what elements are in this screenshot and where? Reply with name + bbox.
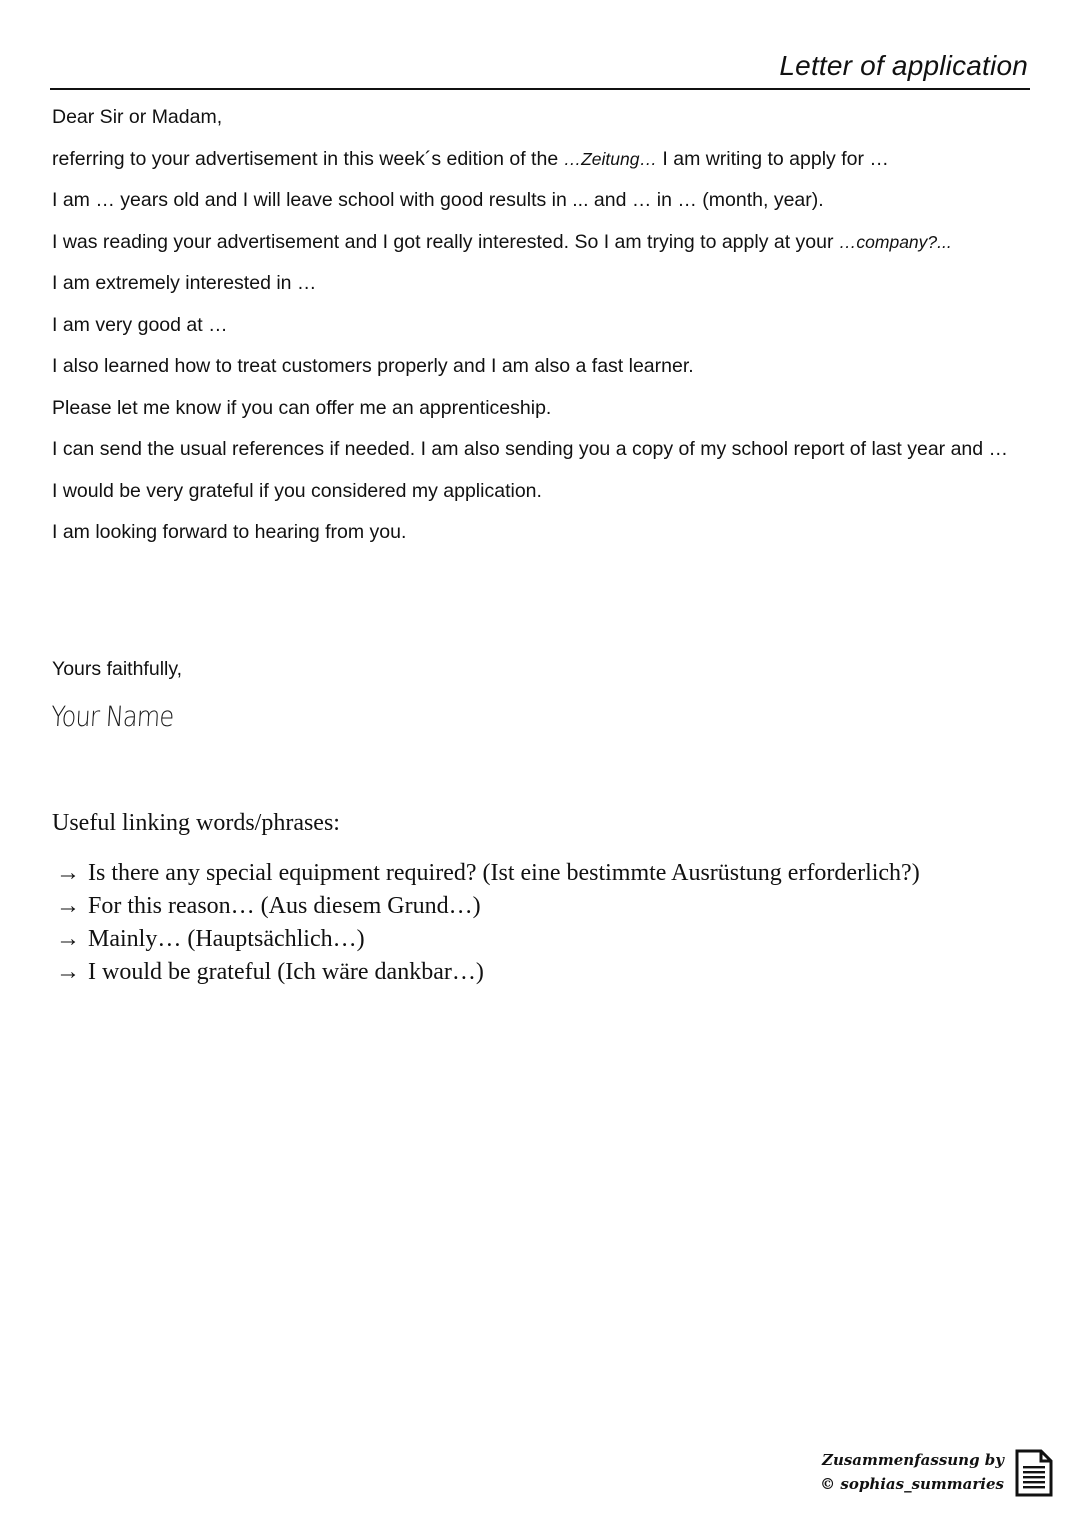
arrow-right-icon: →	[56, 959, 80, 985]
salutation: Dear Sir or Madam,	[52, 106, 223, 128]
signature: Your Name	[50, 700, 175, 733]
letter-paragraph-apprenticeship: Please let me know if you can offer me an apprenticeship.	[52, 396, 552, 419]
letter-paragraph-forward: I am looking forward to hearing from you.	[52, 521, 407, 543]
paragraph-text: referring to your advertisement in this week´s edition of the	[52, 147, 564, 170]
letter-paragraph-reference	[52, 146, 1012, 172]
letter-paragraph-good-at: I am very good at …	[52, 313, 228, 336]
newspaper-placeholder: …Zeitung…	[563, 148, 657, 169]
phrase-item	[56, 923, 920, 956]
footer-credit-handle: © sophias_summaries	[820, 1475, 1004, 1493]
phrase-text: Mainly… (Hauptsächlich…)	[88, 926, 365, 952]
phrase-text: Is there any special equipment required? (Ist eine bestimmte Ausrüstung erforderlich?)	[88, 860, 920, 886]
paragraph-text: I was reading your advertisement and I got really interested. So I am trying to apply at your	[52, 230, 839, 253]
letter-paragraph-grateful: I would be very grateful if you considered my application.	[52, 479, 542, 502]
arrow-right-icon: →	[56, 926, 80, 952]
arrow-right-icon: →	[56, 893, 80, 919]
useful-phrases-list	[56, 857, 920, 989]
company-placeholder: …company?...	[838, 231, 952, 252]
arrow-right-icon: →	[56, 860, 80, 886]
title-divider	[50, 88, 1030, 90]
letter-paragraph-references: I can send the usual references if needed. I am also sending you a copy of my school report of last year and …	[52, 438, 1009, 460]
footer-credit	[820, 1448, 1004, 1496]
paragraph-text: I am writing to apply for …	[656, 147, 889, 170]
phrase-text: I would be grateful (Ich wäre dankbar…)	[88, 959, 484, 985]
letter-paragraph-interest	[52, 229, 1012, 255]
phrase-text: For this reason… (Aus diesem Grund…)	[88, 893, 481, 919]
footer-credit-line: Zusammenfassung by	[822, 1451, 1004, 1469]
page-title: Letter of application	[779, 50, 1028, 81]
phrase-item	[56, 956, 920, 989]
phrase-item	[56, 890, 920, 923]
letter-paragraph-interested-in: I am extremely interested in …	[52, 272, 317, 294]
phrase-item	[56, 857, 920, 890]
letter-body	[52, 104, 1012, 561]
closing-line: Yours faithfully,	[52, 658, 183, 680]
letter-paragraph-customers: I also learned how to treat customers properly and I am also a fast learner.	[52, 355, 694, 377]
document-icon	[1015, 1449, 1053, 1497]
letter-paragraph-age: I am … years old and I will leave school with good results in ... and … in … (month, year).	[52, 189, 824, 211]
useful-phrases-heading: Useful linking words/phrases:	[52, 810, 340, 836]
